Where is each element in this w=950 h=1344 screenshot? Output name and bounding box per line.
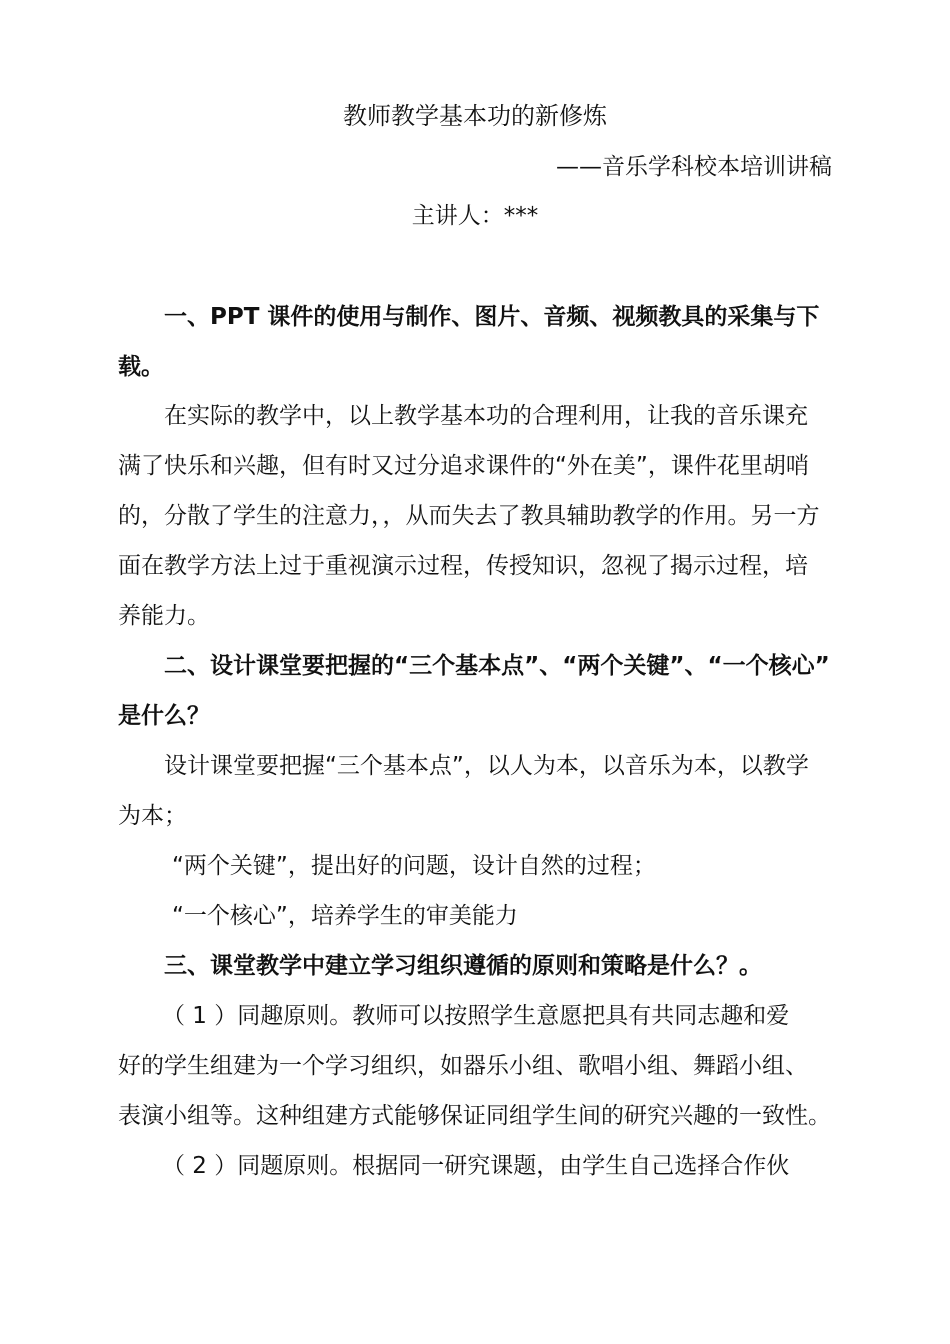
section1-paragraph-line: 养能力。 <box>118 603 210 629</box>
section3-heading: 三、课堂教学中建立学习组织遵循的原则和策略是什么？。 <box>164 953 762 979</box>
section3-item1-line: 表演小组等。这种组建方式能够保证同组学生间的研究兴趣的一致性。 <box>118 1103 831 1129</box>
section2-paragraph-line: 设计课堂要把握“三个基本点”，以人为本，以音乐为本，以教学 <box>164 753 809 779</box>
section3-item2-line: （ 2 ）同题原则。根据同一研究课题，由学生自己选择合作伙 <box>162 1153 790 1179</box>
document-subtitle: ——音乐学科校本培训讲稿 <box>556 154 832 180</box>
section1-paragraph-line: 满了快乐和兴趣，但有时又过分追求课件的“外在美”，课件花里胡哨 <box>118 453 809 479</box>
section2-heading-line2: 是什么？ <box>118 703 210 729</box>
section1-paragraph-line: 在实际的教学中，以上教学基本功的合理利用，让我的音乐课充 <box>164 403 808 429</box>
section1-heading-line2: 载。 <box>118 354 164 380</box>
section2-core: “一个核心”，培养学生的审美能力 <box>172 903 518 929</box>
section1-paragraph-line: 面在教学方法上过于重视演示过程，传授知识，忽视了揭示过程，培 <box>118 553 808 579</box>
section1-paragraph-line: 的，分散了学生的注意力，，从而失去了教具辅助教学的作用。另一方 <box>118 503 820 529</box>
section1-heading-line1: 一、PPT 课件的使用与制作、图片、音频、视频教具的采集与下 <box>164 304 820 330</box>
document-title: 教师教学基本功的新修炼 <box>343 102 607 130</box>
section2-paragraph-line: 为本； <box>118 803 187 829</box>
speaker-line: 主讲人：*** <box>411 203 539 229</box>
section3-item1-line: 好的学生组建为一个学习组织，如器乐小组、歌唱小组、舞蹈小组、 <box>118 1053 808 1079</box>
section3-item1-line: （ 1 ）同趣原则。教师可以按照学生意愿把具有共同志趣和爱 <box>162 1003 790 1029</box>
section2-heading-line1: 二、设计课堂要把握的“三个基本点”、“两个关键”、“一个核心” <box>164 653 830 679</box>
section2-key-points: “两个关键”，提出好的问题，设计自然的过程； <box>172 853 656 879</box>
